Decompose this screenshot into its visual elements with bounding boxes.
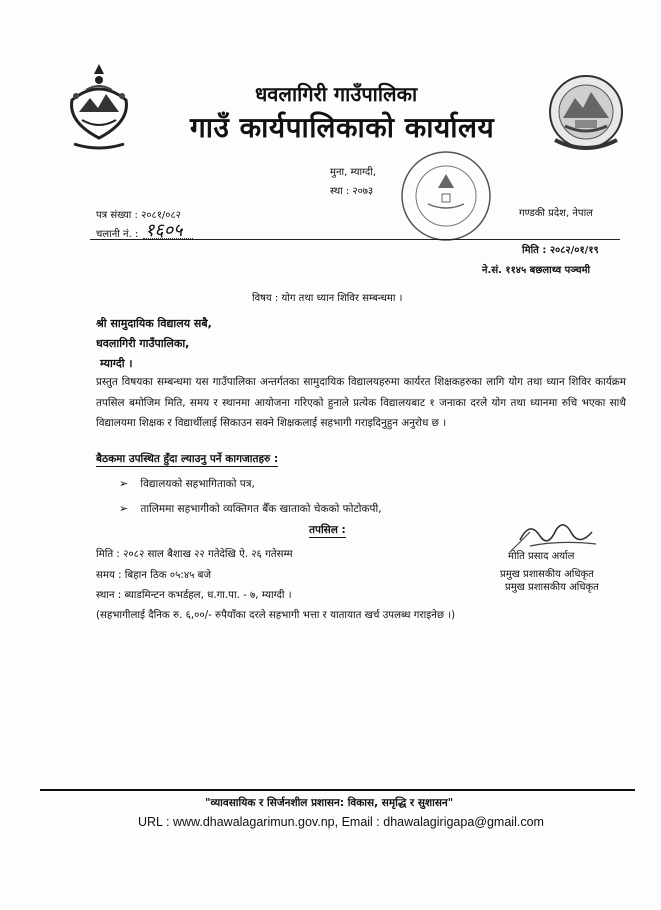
office-address: मुना, म्याग्दी, bbox=[330, 167, 377, 178]
allowance-note: (सहभागीलाई दैनिक रु. ६,००/- रुपैयाँका दरले सहभागी भत्ता र यातायात खर्च उपलब्ध गराइनेछ ।) bbox=[96, 610, 456, 621]
dispatch-label: चलानी नं. : bbox=[96, 229, 139, 240]
signatory-post: प्रमुख प्रशासकीय अधिकृत bbox=[500, 569, 594, 580]
arrow-right-icon: ➢ bbox=[119, 477, 129, 490]
schedule-heading: तपसिल : bbox=[309, 524, 346, 536]
dispatch-number: १६०५ bbox=[145, 220, 183, 241]
letter-subject: विषय : योग तथा ध्यान शिविर सम्बन्धमा । bbox=[252, 293, 403, 304]
footer-slogan: "व्यावसायिक र सिर्जनशील प्रशासन: विकास, समृद्धि र सुशासन" bbox=[205, 797, 454, 809]
nepal-emblem-logo bbox=[64, 60, 134, 152]
footer-contact: URL : www.dhawalagarimun.gov.np, Email : dhawalagirigapa@gmail.com bbox=[138, 815, 544, 829]
header-divider bbox=[90, 239, 620, 240]
recipient-line-1: श्री सामुदायिक विद्यालय सबै, bbox=[96, 317, 212, 330]
office-name: गाउँ कार्यपालिकाको कार्यालय bbox=[190, 111, 495, 144]
footer-divider bbox=[40, 789, 635, 791]
schedule-date: मिति : २०८२ साल बैशाख २२ गतेदेखि ऐ. २६ गतेसम्म bbox=[96, 549, 293, 560]
document-item-label: विद्यालयको सहभागिताको पत्र, bbox=[140, 478, 255, 490]
documents-heading: बैठकमा उपस्थित हुँदा ल्याउनु पर्ने कागजातहरु : bbox=[96, 453, 279, 465]
province-label: गण्डकी प्रदेश, नेपाल bbox=[519, 208, 593, 219]
nepal-samvat-date: ने.सं. ११४५ बछलाथ्व पञ्चमी bbox=[482, 265, 591, 276]
document-item bbox=[119, 502, 382, 516]
recipient-line-3: म्याग्दी । bbox=[100, 357, 133, 370]
signature-scribble bbox=[500, 512, 620, 572]
established-year: स्था : २०७३ bbox=[330, 186, 374, 197]
schedule-time: समय : बिहान ठिक ०५:४५ बजे bbox=[96, 570, 212, 581]
document-item-label: तालिममा सहभागीको व्यक्तिगत बैँक खाताको चेकको फोटोकपी, bbox=[140, 503, 382, 515]
signatory-name: मोति प्रसाद अर्याल bbox=[508, 551, 575, 562]
letter-body: प्रस्तुत विषयका सम्बन्धमा यस गाउँपालिका अन्तर्गतका सामुदायिक विद्यालयहरुमा कार्यरत शिक्षकहरुका लागि योग तथा ध्यान शिविर कार्यक्रम तपसिल बमोजिम मिति, समय र स्थानमा आयोजना गरिएको हुनाले प्रत्येक विद्यालयबाट १ जनाका दरले योग तथा ध्यानमा रुचि भएका साथै विद्यालयमा शिक्षक र विद्यार्थीलाई सिकाउन सक्ने शिक्षकलाई सहभागी गराइदिनुहुन अनुरोध छ । bbox=[96, 376, 626, 429]
letter-date: मिति : २०८२/०१/१९ bbox=[522, 245, 599, 256]
office-stamp bbox=[398, 148, 494, 244]
recipient-line-2: धवलागिरी गाउँपालिका, bbox=[96, 337, 190, 350]
arrow-right-icon: ➢ bbox=[119, 502, 129, 515]
municipality-logo bbox=[545, 70, 627, 158]
signatory-post-repeat: प्रमुख प्रशासकीय अधिकृत bbox=[505, 582, 599, 593]
municipality-name: धवलागिरी गाउँपालिका bbox=[255, 82, 418, 106]
document-item bbox=[119, 477, 255, 491]
schedule-venue: स्थान : ब्याडमिन्टन कभर्डहल, ध.गा.पा. - ७, म्याग्दी । bbox=[96, 590, 292, 601]
letter-number: पत्र संख्या : २०८१/०८२ bbox=[96, 210, 181, 221]
